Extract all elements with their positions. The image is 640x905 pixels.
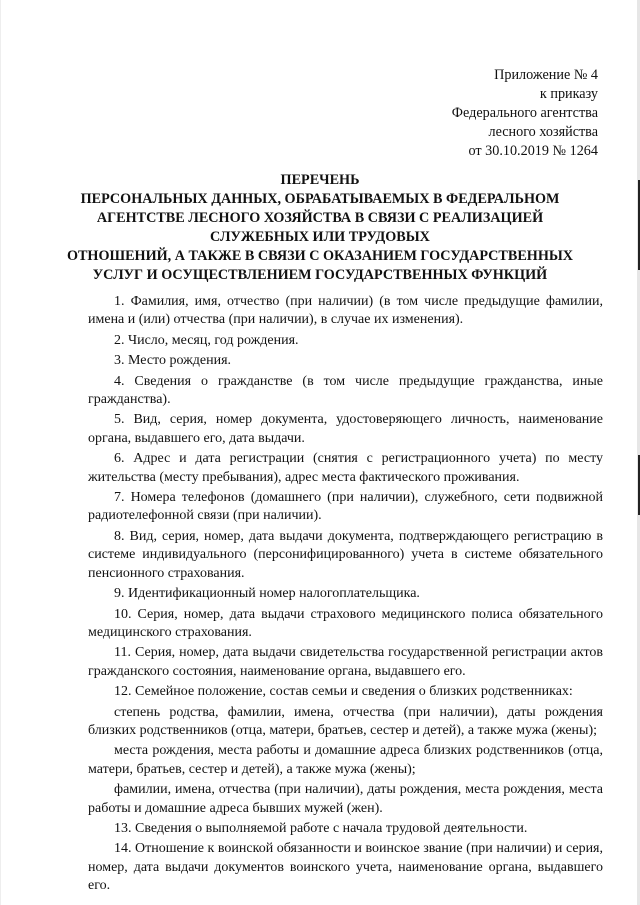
- title-line: ПЕРСОНАЛЬНЫХ ДАННЫХ, ОБРАБАТЫВАЕМЫХ В ФЕДЕРАЛЬНОМ: [80, 191, 560, 207]
- scan-edge: [0, 0, 1, 905]
- list-item: 13. Сведения о выполняемой работе с начала трудовой деятельности.: [114, 820, 528, 836]
- document-title: [40, 171, 600, 285]
- title-line: АГЕНТСТВЕ ЛЕСНОГО ХОЗЯЙСТВА В СВЯЗИ С РЕАЛИЗАЦИЕЙ: [96, 210, 544, 226]
- title-line: СЛУЖЕБНЫХ ИЛИ ТРУДОВЫХ: [210, 229, 430, 245]
- appendix-line: к приказу: [539, 86, 598, 102]
- list-item: 5. Вид, серия, номер документа, удостоверяющего личность, наименование органа, выдавшего его, дата выдачи.: [88, 412, 603, 446]
- list-item: 3. Место рождения.: [114, 353, 232, 369]
- list-item: 10. Серия, номер, дата выдачи страхового медицинского полиса обязательного медицинского страхования.: [88, 606, 603, 640]
- appendix-line: от 30.10.2019 № 1264: [468, 143, 598, 159]
- list-item: 6. Адрес и дата регистрации (снятия с регистрационного учета) по месту жительства (месту пребывания), адрес места фактического проживания.: [88, 451, 603, 485]
- title-line: УСЛУГ И ОСУЩЕСТВЛЕНИЕМ ГОСУДАРСТВЕННЫХ ФУНКЦИЙ: [92, 267, 548, 283]
- list-item: 11. Серия, номер, дата выдачи свидетельства государственной регистрации актов гражданского состояния, наименование органа, выдавшего его.: [88, 645, 603, 679]
- appendix-line: лесного хозяйства: [488, 124, 598, 140]
- title-line: ОТНОШЕНИЙ, А ТАКЖЕ В СВЯЗИ С ОКАЗАНИЕМ ГОСУДАРСТВЕННЫХ: [66, 248, 574, 264]
- items-list: [88, 293, 603, 898]
- list-item: 1. Фамилия, имя, отчество (при наличии) (в том числе предыдущие фамилии, имена и (или) отчества (при наличии), в случае их изменения).: [88, 294, 603, 328]
- title-line: ПЕРЕЧЕНЬ: [280, 172, 360, 188]
- list-item: 4. Сведения о гражданстве (в том числе предыдущие гражданства, иные гражданства).: [88, 373, 603, 408]
- appendix-line: Приложение № 4: [494, 67, 598, 83]
- list-item: 12. Семейное положение, состав семьи и сведения о близких родственниках:: [114, 684, 573, 700]
- list-item: степень родства, фамилии, имена, отчества (при наличии), даты рождения близких родственников (отца, матери, братьев, сестер и детей), а также мужа (жены);: [88, 704, 603, 738]
- appendix-line: Федерального агентства: [451, 105, 598, 121]
- appendix-header: [452, 66, 598, 161]
- list-item: 14. Отношение к воинской обязанности и воинское звание (при наличии) и серия, номер, дата выдачи документов воинского учета, наименование органа, выдавшего его.: [88, 841, 603, 894]
- list-item: фамилии, имена, отчества (при наличии), даты рождения, места рождения, места работы и домашние адреса бывших мужей (жен).: [88, 782, 603, 816]
- list-item: 9. Идентификационный номер налогоплательщика.: [114, 586, 420, 602]
- list-item: места рождения, места работы и домашние адреса близких родственников (отца, матери, братьев, сестер и детей), а также мужа (жены);: [88, 743, 603, 777]
- list-item: 7. Номера телефонов (домашнего (при наличии), служебного, сети подвижной радиотелефонной связи (при наличии).: [88, 490, 603, 524]
- list-item: 2. Число, месяц, год рождения.: [114, 332, 299, 348]
- list-item: 8. Вид, серия, номер, дата выдачи документа, подтверждающего регистрацию в системе индивидуального (персонифицированного) учета в системе обязательного пенсионного страхования.: [88, 528, 603, 581]
